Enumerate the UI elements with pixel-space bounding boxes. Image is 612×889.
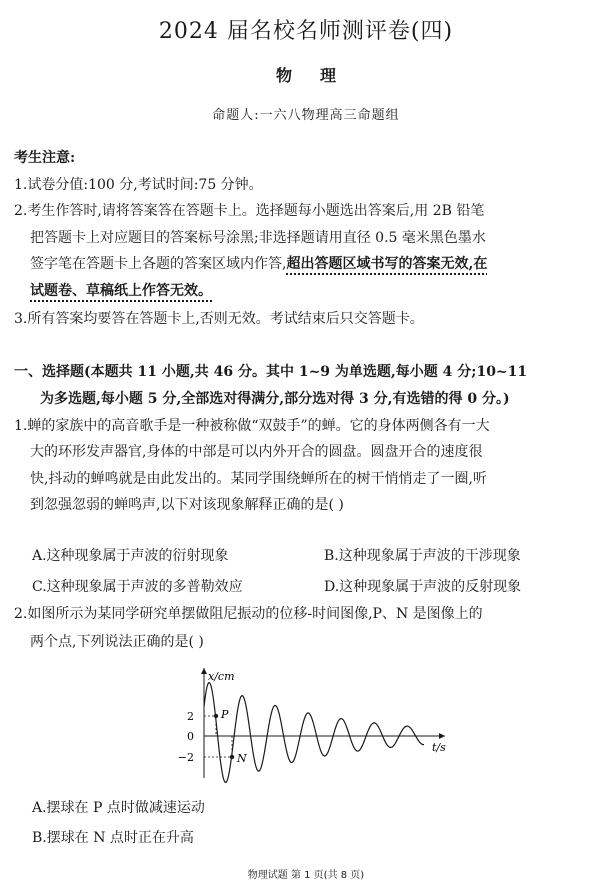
x-axis-label: t/s: [432, 741, 446, 754]
q1-option-c: C.这种现象属于声波的多普勒效应: [32, 579, 243, 595]
notice-item-2-line-4: [30, 283, 212, 299]
damped-oscillation-graph: [170, 660, 460, 790]
notice-heading: 考生注意:: [14, 150, 76, 166]
tick-label-neg2: −2: [177, 751, 194, 764]
q1-option-b: B.这种现象属于声波的干涉现象: [324, 548, 521, 564]
q2-line-2: 两个点,下列说法正确的是( ): [30, 634, 204, 650]
section-heading-line-2: 为多选题,每小题 5 分,全部选对得满分,部分选对得 3 分,有选错的得 0 分。): [40, 391, 510, 407]
q1-option-d: D.这种现象属于声波的反射现象: [324, 579, 522, 595]
notice-item-2-line-3-text: 签字笔在答题卡上各题的答案区域内作答,: [30, 256, 287, 272]
notice-item-2-line-2: 把答题卡上对应题目的答案标号涂黑;非选择题请用直径 0.5 毫米黑色墨水: [30, 230, 486, 246]
q2-option-a: A.摆球在 P 点时做减速运动: [32, 800, 205, 816]
subject-title: 物理: [275, 66, 364, 85]
exam-title: 2024 届名校名师测评卷(四): [158, 19, 454, 44]
q1-line-2: 大的环形发声器官,身体的中部是可以内外开合的圆盘。圆盘开合的速度很: [30, 444, 483, 460]
notice-emphasis-text-2: 试题卷、草稿纸上作答无效。: [30, 283, 212, 299]
section-heading-line-1: 一、选择题(本题共 11 小题,共 46 分。其中 1~9 为单选题,每小题 4 分;10~11: [14, 364, 528, 380]
point-p: [214, 714, 218, 718]
notice-item-3: 3.所有答案均要答在答题卡上,否则无效。考试结束后只交答题卡。: [14, 311, 424, 327]
q1-option-a: A.这种现象属于声波的衍射现象: [32, 548, 229, 564]
notice-item-2-line-1: 2.考生作答时,请将答案答在答题卡上。选择题每小题选出答案后,用 2B 铅笔: [14, 203, 485, 219]
author-line: 命题人:一六八物理高三命题组: [212, 108, 400, 123]
q2-option-b: B.摆球在 N 点时正在升高: [32, 830, 194, 846]
label-p: P: [221, 708, 229, 721]
page-footer: 物理试题 第 1 页(共 8 页): [247, 870, 365, 881]
oscillation-curve: [204, 683, 424, 783]
y-axis-label: x/cm: [208, 670, 235, 683]
tick-label-0: 0: [187, 730, 194, 743]
q2-line-1: 2.如图所示为某同学研究单摆做阻尼振动的位移-时间图像,P、N 是图像上的: [14, 606, 483, 622]
point-n: [230, 755, 234, 759]
q1-line-1: 1.蝉的家族中的高音歌手是一种被称做“双鼓手”的蝉。它的身体两侧各有一大: [14, 418, 490, 434]
q1-line-3: 快,抖动的蝉鸣就是由此发出的。某同学围绕蝉所在的树干悄悄走了一圈,听: [30, 471, 487, 487]
q1-line-4: 到忽强忽弱的蝉鸣声,以下对该现象解释正确的是( ): [30, 497, 344, 513]
tick-label-2: 2: [187, 710, 194, 723]
notice-item-1: 1.试卷分值:100 分,考试时间:75 分钟。: [14, 177, 263, 193]
notice-emphasis-text: 超出答题区域书写的答案无效,在: [286, 256, 488, 272]
notice-item-2-line-3: [30, 256, 487, 272]
label-n: N: [237, 752, 247, 765]
